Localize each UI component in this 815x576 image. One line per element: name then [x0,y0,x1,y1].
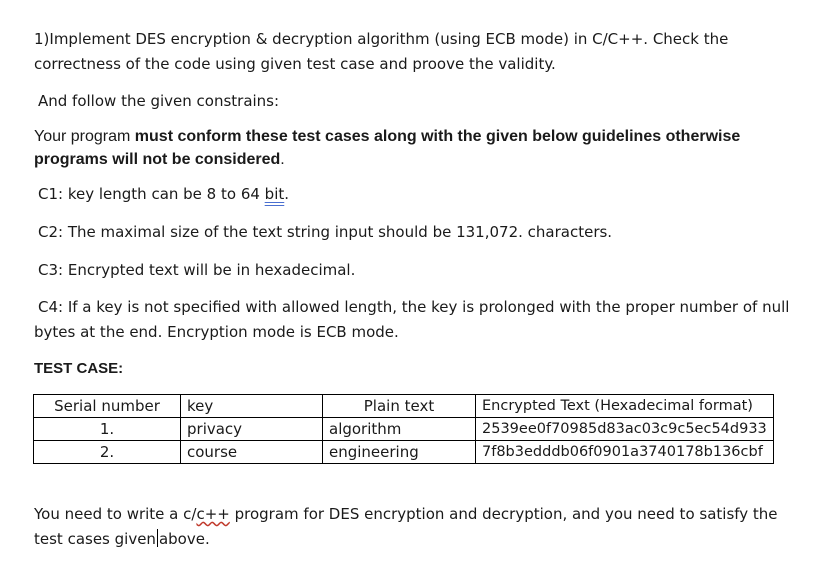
header-serial: Serial number [34,395,181,418]
constraint-c1 [38,182,798,207]
c1-bit: bit [264,185,285,203]
cell-serial: 1. [34,418,181,441]
header-encrypted: Encrypted Text (Hexadecimal format) [476,395,774,418]
follow-text: And follow the given constrains: [38,92,280,110]
closing-line-1 [34,502,794,527]
header-key: key [181,395,323,418]
cell-encrypted: 7f8b3edddb06f0901a3740178b136cbf [476,441,774,464]
cell-plain-text: engineering [323,441,476,464]
constraint-c4-line-2: bytes at the end. Encryption mode is ECB mode. [34,323,399,341]
cell-serial: 2. [34,441,181,464]
header-plain-text: Plain text [323,395,476,418]
rule-suffix: . [280,151,285,168]
table-row [34,418,774,441]
closing-cpp: c++ [196,505,230,523]
text-cursor [157,529,158,547]
rule-line-1 [34,124,794,149]
cell-encrypted: 2539ee0f70985d83ac03c9c5ec54d933 [476,418,774,441]
question-line-2: correctness of the code using given test case and proove the validity. [34,55,556,73]
cell-key: privacy [181,418,323,441]
test-case-table [33,394,774,464]
question-line-1: 1)Implement DES encryption & decryption algorithm (using ECB mode) in C/C++. Check the [34,30,729,48]
cell-key: course [181,441,323,464]
closing-post: program for DES encryption and decryption, and you need to satisfy the [229,505,778,523]
closing-line2-b: above. [158,530,210,548]
table-row [34,441,774,464]
rule-prefix: Your program [34,128,135,145]
rule-bold-1: must conform these test cases along with the given below guidelines otherwise [134,128,741,145]
cell-plain-text: algorithm [323,418,476,441]
closing-pre: You need to write a c/ [34,505,197,523]
constraint-c3: C3: Encrypted text will be in hexadecimal. [38,261,356,279]
rule-bold-2: programs will not be considered [34,151,281,168]
constraint-c4-line-1: C4: If a key is not specified with allowed length, the key is prolonged with the proper number of null [38,298,790,316]
closing-line-2 [34,527,794,552]
rule-line-2 [34,147,794,172]
c1-period: . [284,185,290,203]
c1-text: C1: key length can be 8 to 64 [38,185,265,203]
table-header-row [34,395,774,418]
constraint-c2: C2: The maximal size of the text string input should be 131,072. characters. [38,223,613,241]
test-case-heading: TEST CASE: [34,360,124,377]
closing-line2-a: test cases given [34,530,156,548]
